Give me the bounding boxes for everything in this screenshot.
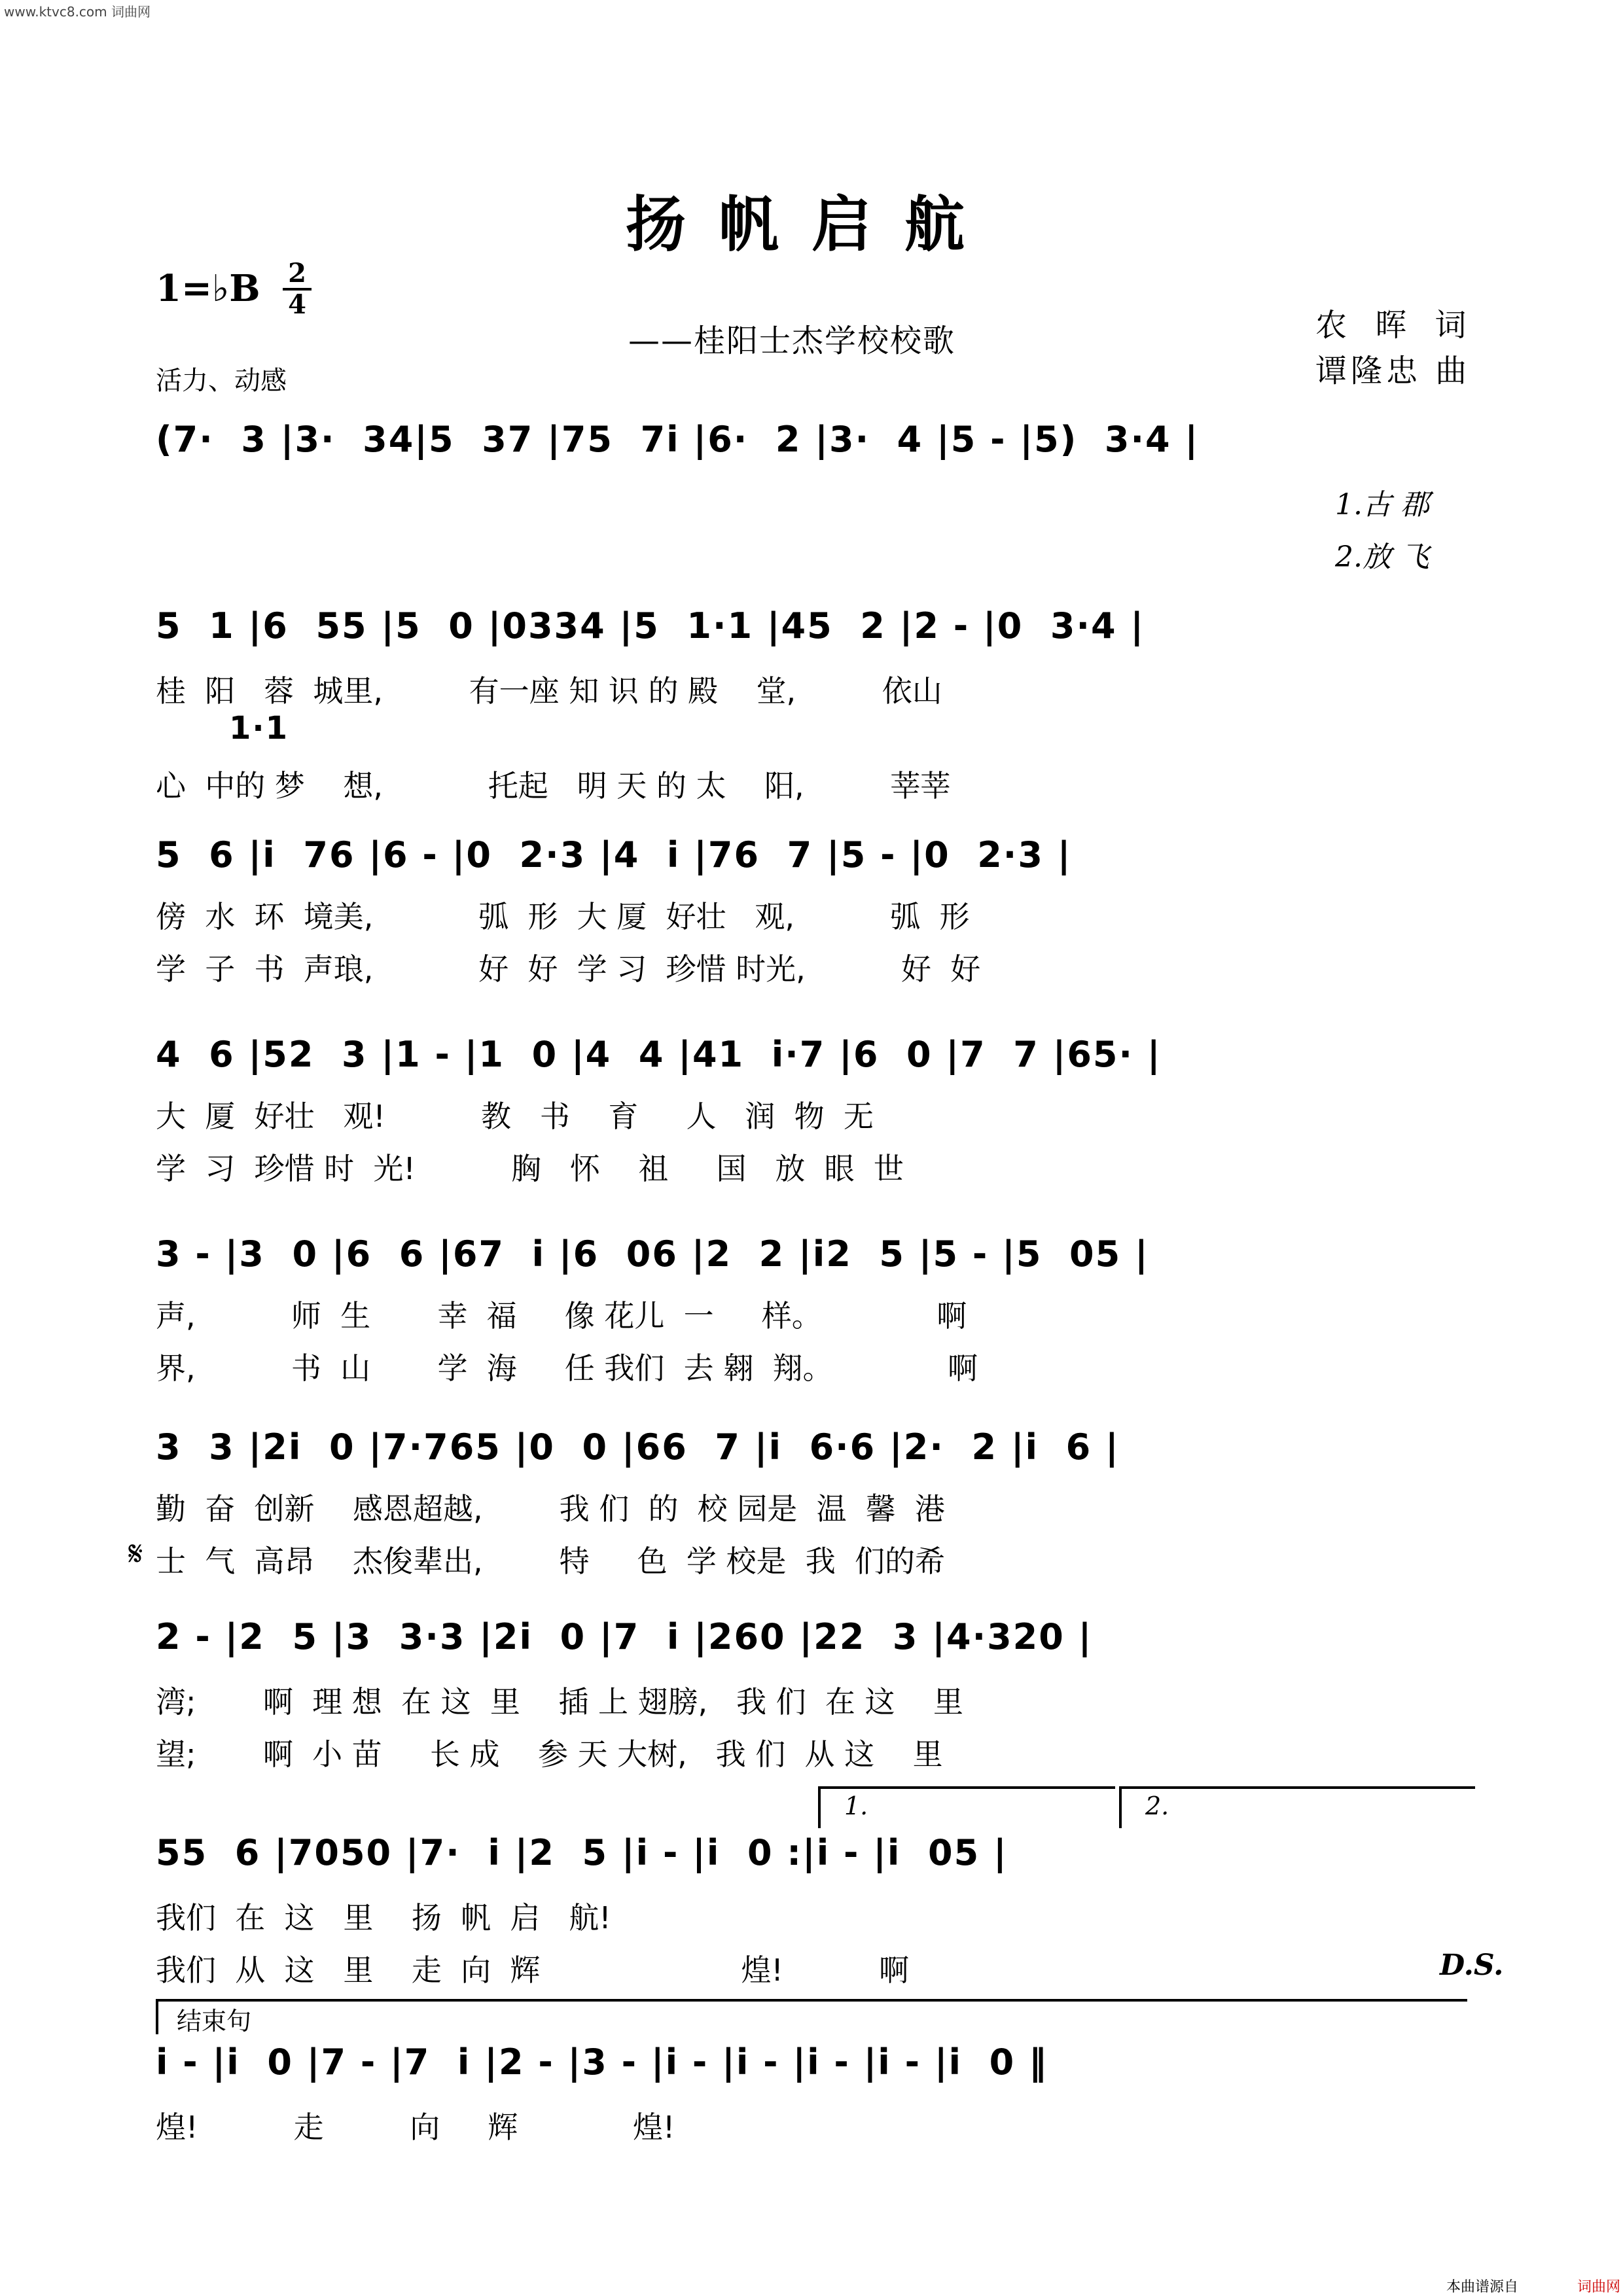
second-ending-label: 2. xyxy=(1145,1792,1169,1820)
site-watermark: www.ktvc8.com 词曲网 xyxy=(4,4,151,20)
lyrics-row-1-verse-2: 心 中的 梦 想, 托起 明 天 的 太 阳, 莘莘 xyxy=(156,768,951,804)
dal-segno-mark: D.S. xyxy=(1440,1949,1504,1982)
time-signature xyxy=(283,260,312,318)
lyrics-row-8: 煌! 走 向 辉 煌! xyxy=(156,2110,675,2145)
coda-bracket xyxy=(156,1999,1467,2034)
lyrics-row-7-verse-1: 我们 在 这 里 扬 帆 启 航! xyxy=(156,1900,611,1935)
tempo-marking: 活力、动感 xyxy=(156,366,287,396)
notation-row-8: i - |i 0 |7 - |7 i |2 - |3 - |i - |i - |i - |i - |i 0 ‖ xyxy=(156,2041,1048,2083)
notation-row-4: 3 - |3 0 |6 6 |67 i |6 06 |2 2 |i2 5 |5 - |5 05 | xyxy=(156,1233,1149,1275)
lyrics-row-5-verse-1: 勤 奋 创新 感恩超越, 我 们 的 校 园是 温 馨 港 xyxy=(156,1491,946,1527)
lyrics-row-4-verse-2: 界, 书 山 学 海 任 我们 去 翱 翔。 啊 xyxy=(156,1351,978,1386)
notation-row-6: 2 - |2 5 |3 3·3 |2i 0 |7 i |260 |22 3 |4·320 | xyxy=(156,1616,1093,1657)
lyrics-row-2-verse-2: 学 子 书 声琅, 好 好 学 习 珍惜 时光, 好 好 xyxy=(156,951,981,987)
verse-label-1: 1.古 郡 xyxy=(1335,488,1429,521)
key-signature: 1=♭B xyxy=(156,267,260,310)
footer-source-text: 本曲谱源自 xyxy=(1446,2279,1519,2295)
lyrics-row-6-verse-2: 望; 啊 小 苗 长 成 参 天 大树, 我 们 从 这 里 xyxy=(156,1737,943,1772)
lyrics-row-5-verse-2: 士 气 高昂 杰俊辈出, 特 色 学 校是 我 们的希 xyxy=(156,1544,946,1579)
notation-row-5: 3 3 |2i 0 |7·765 |0 0 |66 7 |i 6·6 |2· 2 |i 6 | xyxy=(156,1426,1120,1468)
lyricist-credit: 农 晖 词 xyxy=(1315,307,1476,344)
alt-notes-row-1: 1·1 xyxy=(229,710,289,747)
segno-icon: 𝄋 xyxy=(128,1534,143,1574)
first-ending-label: 1. xyxy=(844,1792,868,1820)
lyrics-row-7-verse-2: 我们 从 这 里 走 向 辉 煌! 啊 xyxy=(156,1952,910,1988)
lyrics-row-3-verse-1: 大 厦 好壮 观! 教 书 育 人 润 物 无 xyxy=(156,1099,874,1134)
notation-row-intro: (7· 3 |3· 34|5 37 |75 7i |6· 2 |3· 4 |5 - |5) 3·4 | xyxy=(156,419,1200,460)
lyrics-row-4-verse-1: 声, 师 生 幸 福 像 花儿 一 样。 啊 xyxy=(156,1298,967,1333)
notation-row-7: 55 6 |7050 |7· i |2 5 |i - |i 0 :|i - |i 05 | xyxy=(156,1832,1008,1873)
time-top: 2 xyxy=(288,258,306,289)
coda-label: 结束句 xyxy=(177,2007,252,2036)
notation-row-2: 5 6 |i 76 |6 - |0 2·3 |4 i |76 7 |5 - |0 2·3 | xyxy=(156,834,1072,875)
verse-label-2: 2.放 飞 xyxy=(1335,540,1429,574)
composer-credit: 谭隆忠 曲 xyxy=(1315,353,1471,389)
time-bottom: 4 xyxy=(288,289,306,320)
notation-row-1: 5 1 |6 55 |5 0 |0334 |5 1·1 |45 2 |2 - |0 3·4 | xyxy=(156,605,1145,646)
notation-row-3: 4 6 |52 3 |1 - |1 0 |4 4 |41 i·7 |6 0 |7 7 |65· | xyxy=(156,1034,1162,1075)
second-ending-bracket xyxy=(1119,1786,1475,1828)
song-title: 扬帆启航 xyxy=(625,189,997,260)
lyrics-row-6-verse-1: 湾; 啊 理 想 在 这 里 插 上 翅膀, 我 们 在 这 里 xyxy=(156,1684,964,1720)
footer-site-logo: 词曲网 xyxy=(1577,2279,1621,2295)
lyrics-row-3-verse-2: 学 习 珍惜 时 光! 胸 怀 祖 国 放 眼 世 xyxy=(156,1151,904,1186)
lyrics-row-1-verse-1: 桂 阳 蓉 城里, 有一座 知 识 的 殿 堂, 依山 xyxy=(156,673,942,709)
subtitle: ——桂阳士杰学校校歌 xyxy=(628,323,956,359)
lyrics-row-2-verse-1: 傍 水 环 境美, 弧 形 大 厦 好壮 观, 弧 形 xyxy=(156,899,970,934)
